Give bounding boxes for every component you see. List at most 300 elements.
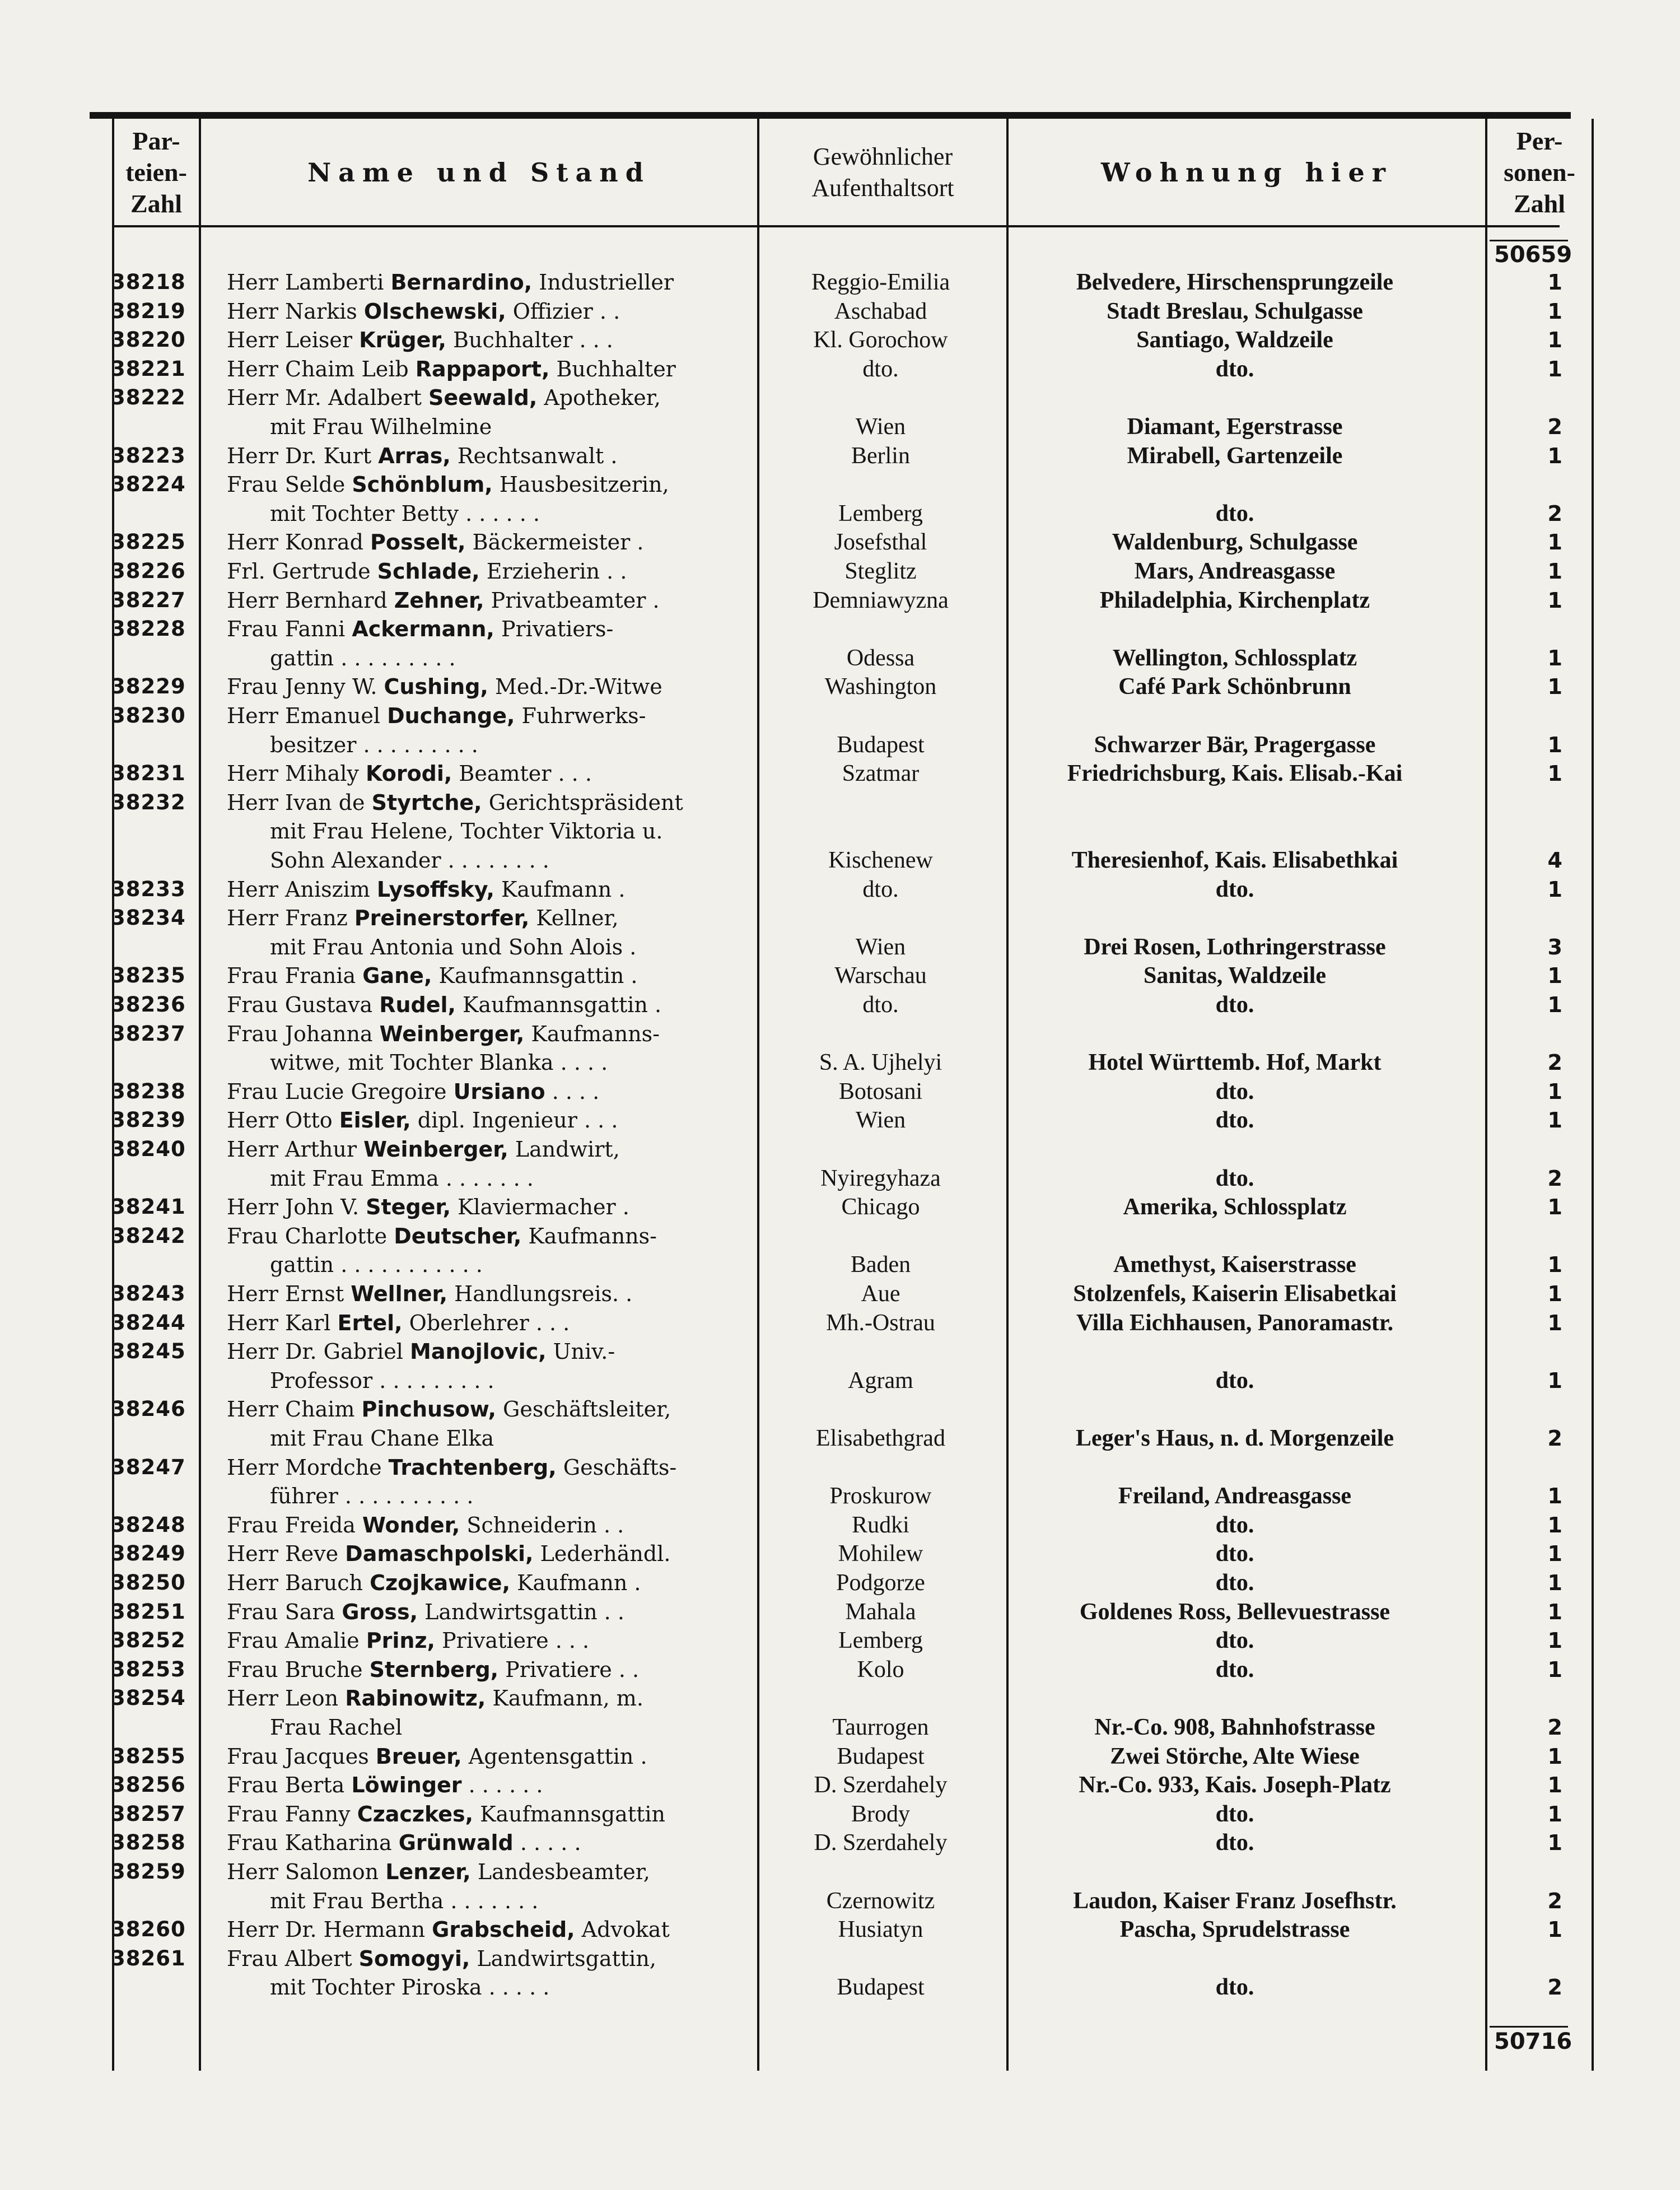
local-lodging: Café Park Schönbrunn [1118, 674, 1351, 700]
person-count: 1 [1547, 761, 1562, 786]
name-continuation: witwe, mit Tochter Blanka . . . . [270, 1050, 608, 1075]
party-number: 38226 [111, 559, 186, 583]
occupation: . . . . . . [461, 1773, 543, 1798]
local-lodging: dto. [1215, 1974, 1254, 2001]
party-number: 38235 [111, 963, 186, 988]
name-prefix: Frau Lucie Gregoire [227, 1079, 454, 1104]
usual-residence: Baden [850, 1252, 911, 1278]
party-number: 38258 [111, 1830, 186, 1855]
local-lodging: Laudon, Kaiser Franz Josefhstr. [1073, 1888, 1397, 1914]
usual-residence: Husiatyn [838, 1917, 923, 1943]
surname: Duchange, [387, 703, 515, 728]
local-lodging: Stolzenfels, Kaiserin Elisabetkai [1073, 1281, 1397, 1307]
party-number: 38224 [111, 472, 186, 497]
usual-residence: dto. [862, 992, 899, 1018]
party-number: 38255 [111, 1744, 186, 1768]
party-number: 38259 [111, 1860, 186, 1884]
local-lodging: dto. [1215, 992, 1254, 1018]
party-number: 38240 [111, 1137, 186, 1161]
party-number: 38243 [111, 1282, 186, 1306]
party-number: 38253 [111, 1657, 186, 1681]
usual-residence: Agram [848, 1367, 913, 1394]
party-number: 38236 [111, 993, 186, 1017]
usual-residence: D. Szerdahely [814, 1772, 948, 1798]
name-prefix: Herr Leiser [227, 328, 360, 353]
party-number: 38237 [111, 1021, 186, 1046]
local-lodging: Mirabell, Gartenzeile [1127, 442, 1343, 469]
person-count: 2 [1547, 1166, 1562, 1191]
surname: Rabinowitz, [345, 1686, 486, 1711]
party-number: 38223 [111, 443, 186, 468]
usual-residence: S. A. Ujhelyi [819, 1050, 942, 1076]
name-continuation: Sohn Alexander . . . . . . . . [270, 847, 549, 873]
occupation: Privatiere . . [498, 1657, 640, 1682]
surname: Lysoffsky, [376, 877, 494, 902]
name-line [227, 1337, 615, 1366]
person-count: 1 [1547, 877, 1562, 902]
person-count: 1 [1547, 1195, 1562, 1220]
person-count: 1 [1547, 1541, 1562, 1567]
usual-residence: Demniawyzna [813, 587, 949, 613]
occupation: dipl. Ingenieur . . . [410, 1108, 618, 1133]
name-line [227, 990, 661, 1019]
surname: Seewald, [428, 385, 538, 411]
name-line [227, 614, 613, 644]
local-lodging: dto. [1215, 876, 1254, 902]
person-count: 2 [1547, 1975, 1562, 2000]
usual-residence: Czernowitz [826, 1888, 935, 1914]
surname: Ackermann, [352, 617, 494, 642]
occupation: Schneiderin . . [460, 1512, 624, 1537]
occupation: Oberlehrer . . . [402, 1310, 570, 1335]
party-number: 38250 [111, 1571, 186, 1595]
occupation: Kaufmanns- [524, 1021, 660, 1046]
usual-residence: Lemberg [838, 500, 923, 526]
surname: Gross, [342, 1599, 418, 1624]
occupation: Landwirtsgattin, [470, 1946, 656, 1971]
name-line [227, 1019, 660, 1049]
occupation: Kaufmanns- [521, 1223, 657, 1248]
person-count: 1 [1547, 1108, 1562, 1133]
name-prefix: Herr Bernhard [227, 588, 394, 613]
local-lodging: dto. [1215, 1656, 1254, 1683]
surname: Wellner, [351, 1282, 448, 1306]
local-lodging: Santiago, Waldzeile [1136, 327, 1333, 353]
person-count: 1 [1547, 1368, 1562, 1393]
person-count: 1 [1547, 963, 1562, 989]
name-line [227, 1915, 670, 1944]
rule-after-residence [1485, 119, 1487, 2071]
party-number: 38244 [111, 1310, 186, 1335]
person-count: 2 [1547, 1425, 1562, 1451]
name-line [227, 355, 676, 384]
name-prefix: Frau Albert [227, 1946, 359, 1971]
usual-residence: Wien [855, 934, 906, 960]
name-continuation: mit Frau Bertha . . . . . . . [270, 1888, 539, 1913]
usual-residence: Lemberg [838, 1628, 923, 1654]
name-prefix: Frau Selde [227, 472, 352, 497]
person-count: 2 [1547, 1050, 1562, 1075]
name-line [227, 557, 627, 586]
usual-residence: Chicago [841, 1194, 920, 1220]
local-lodging: Schwarzer Bär, Pragergasse [1094, 731, 1376, 758]
surname: Trachtenberg, [388, 1455, 557, 1480]
person-count: 1 [1547, 993, 1562, 1017]
usual-residence: Mahala [845, 1599, 916, 1625]
usual-residence: Warschau [834, 963, 927, 989]
local-lodging: Diamant, Egerstrasse [1127, 413, 1343, 440]
party-number: 38252 [111, 1628, 186, 1653]
surname: Arras, [378, 443, 451, 468]
name-continuation: gattin . . . . . . . . . [270, 645, 456, 670]
name-continuation: mit Frau Emma . . . . . . . [270, 1166, 534, 1191]
usual-residence: Podgorze [836, 1570, 925, 1596]
name-prefix: Frau Fanny [227, 1801, 357, 1826]
surname: Sternberg, [369, 1657, 499, 1682]
surname: Ursiano [453, 1079, 545, 1104]
final-total: 50716 [1494, 2029, 1572, 2054]
name-prefix: Herr Konrad [227, 530, 370, 555]
name-line [227, 1568, 641, 1597]
local-lodging: Freiland, Andreasgasse [1118, 1483, 1352, 1509]
person-count: 2 [1547, 1888, 1562, 1913]
name-prefix: Frau Bruche [227, 1657, 370, 1682]
name-line [227, 961, 638, 990]
local-lodging: Sanitas, Waldzeile [1144, 963, 1326, 989]
name-line [227, 1857, 650, 1886]
party-number: 38254 [111, 1686, 186, 1711]
occupation: . . . . . [513, 1830, 581, 1856]
name-line [227, 1453, 676, 1482]
name-line [227, 1742, 647, 1771]
person-count: 1 [1547, 1830, 1562, 1856]
name-prefix: Herr Ernst [227, 1282, 351, 1306]
party-number: 38233 [111, 877, 186, 901]
party-number: 38249 [111, 1541, 186, 1566]
name-line [227, 268, 674, 297]
name-line [227, 1539, 670, 1568]
party-number: 38220 [111, 328, 186, 352]
occupation: Beamter . . . [452, 761, 592, 786]
local-lodging: dto. [1215, 500, 1254, 526]
header-aufenthaltsort: Gewöhnlicher Aufenthaltsort [811, 143, 954, 202]
person-count: 1 [1547, 530, 1562, 555]
party-number: 38227 [111, 588, 186, 612]
usual-residence: dto. [862, 876, 899, 902]
occupation: Kaufmann, m. [486, 1686, 643, 1711]
usual-residence: Budapest [837, 1974, 925, 2001]
name-line [227, 903, 619, 933]
surname: Czojkawice, [370, 1571, 511, 1595]
occupation: Kaufmann . [510, 1571, 641, 1595]
name-line [227, 701, 646, 730]
person-count: 1 [1547, 270, 1562, 295]
party-number: 38219 [111, 299, 186, 323]
usual-residence: Proskurow [829, 1483, 932, 1509]
surname: Schlade, [377, 559, 480, 584]
person-count: 1 [1547, 559, 1562, 584]
usual-residence: Josefsthal [834, 529, 927, 556]
person-count: 2 [1547, 501, 1562, 526]
name-prefix: Herr Dr. Kurt [227, 443, 379, 468]
name-line [227, 1770, 543, 1800]
party-number: 38246 [111, 1397, 186, 1422]
usual-residence: Mohilew [838, 1541, 923, 1567]
name-line [227, 672, 662, 701]
name-line [227, 1395, 671, 1424]
local-lodging: Goldenes Ross, Bellevuestrasse [1079, 1599, 1390, 1625]
surname: Rudel, [379, 993, 456, 1017]
party-number: 38251 [111, 1599, 186, 1624]
occupation: Klaviermacher . [451, 1195, 629, 1220]
local-lodging: Nr.-Co. 933, Kais. Joseph-Platz [1079, 1772, 1391, 1798]
name-prefix: Frau Amalie [227, 1628, 366, 1653]
surname: Korodi, [365, 761, 452, 786]
party-number: 38234 [111, 906, 186, 930]
name-prefix: Herr Lamberti [227, 270, 391, 295]
header-bottom-rule [112, 225, 1560, 227]
surname: Czaczkes, [357, 1801, 474, 1826]
surname: Manojlovic, [410, 1339, 547, 1364]
person-count: 2 [1547, 414, 1562, 439]
name-prefix: Herr Dr. Gabriel [227, 1339, 410, 1364]
name-prefix: Herr John V. [227, 1195, 366, 1220]
name-prefix: Frau Gustava [227, 993, 380, 1017]
local-lodging: dto. [1215, 1078, 1254, 1105]
name-line [227, 1828, 581, 1857]
local-lodging: dto. [1215, 1107, 1254, 1134]
occupation: Advokat [575, 1917, 670, 1942]
person-count: 1 [1547, 674, 1562, 700]
person-count: 1 [1547, 356, 1562, 381]
surname: Pinchusow, [361, 1397, 496, 1422]
party-number: 38228 [111, 617, 186, 641]
name-prefix: Herr Emanuel [227, 703, 388, 728]
local-lodging: Drei Rosen, Lothringerstrasse [1084, 934, 1386, 960]
person-count: 1 [1547, 1484, 1562, 1509]
name-continuation: mit Tochter Piroska . . . . . [270, 1975, 550, 2000]
person-count: 1 [1547, 1599, 1562, 1624]
name-line [227, 1800, 665, 1829]
occupation: Erzieherin . . [479, 559, 627, 584]
local-lodging: Friedrichsburg, Kais. Elisab.-Kai [1067, 761, 1403, 787]
usual-residence: D. Szerdahely [814, 1830, 948, 1856]
occupation: Bäckermeister . [465, 530, 644, 555]
usual-residence: Botosani [838, 1078, 923, 1105]
person-count: 1 [1547, 1252, 1562, 1278]
name-line [227, 1626, 589, 1655]
local-lodging: Leger's Haus, n. d. Morgenzeile [1075, 1425, 1394, 1451]
name-prefix: Frau Berta [227, 1773, 352, 1798]
name-line [227, 1222, 657, 1251]
occupation: Kaufmann . [494, 877, 626, 902]
person-count: 2 [1547, 1714, 1562, 1740]
party-number: 38245 [111, 1339, 186, 1364]
name-prefix: Herr Otto [227, 1108, 339, 1133]
carry-forward-total: 50659 [1494, 242, 1572, 268]
name-line [227, 1597, 624, 1627]
occupation: Rechtsanwalt . [450, 443, 618, 468]
person-count: 1 [1547, 443, 1562, 468]
occupation: Landesbeamter, [470, 1860, 650, 1884]
surname: Posselt, [370, 530, 466, 555]
occupation: . . . . [545, 1079, 600, 1104]
local-lodging: dto. [1215, 1830, 1254, 1856]
local-lodging: dto. [1215, 1801, 1254, 1827]
party-number: 38260 [111, 1917, 186, 1942]
name-prefix: Herr Arthur [227, 1137, 364, 1162]
occupation: Geschäftsleiter, [496, 1397, 671, 1422]
local-lodging: Mars, Andreasgasse [1134, 558, 1336, 584]
name-continuation: Professor . . . . . . . . . [270, 1368, 494, 1393]
usual-residence: Wien [855, 1107, 906, 1134]
name-line [227, 1279, 632, 1308]
name-prefix: Frau Frania [227, 963, 363, 989]
surname: Breuer, [375, 1744, 462, 1769]
header-wohnung-hier: Wohnung hier [1101, 157, 1393, 188]
header-parteien-zahl: Par- teien- Zahl [125, 127, 187, 218]
local-lodging: Nr.-Co. 908, Bahnhofstrasse [1094, 1714, 1375, 1740]
surname: Löwinger [351, 1773, 462, 1798]
name-prefix: Herr Dr. Hermann [227, 1917, 432, 1942]
local-lodging: Hotel Württemb. Hof, Markt [1088, 1050, 1382, 1076]
usual-residence: Budapest [837, 731, 925, 758]
name-line [227, 1106, 618, 1135]
party-number: 38225 [111, 530, 186, 555]
person-count: 1 [1547, 1282, 1562, 1306]
name-prefix: Herr Mordche [227, 1455, 389, 1480]
name-prefix: Herr Salomon [227, 1860, 386, 1884]
name-line [227, 788, 683, 817]
name-line [227, 1511, 624, 1540]
person-count: 1 [1547, 645, 1562, 670]
occupation: Privatbeamter . [484, 588, 660, 613]
name-continuation: mit Frau Antonia und Sohn Alois . [270, 934, 637, 959]
surname: Weinberger, [379, 1021, 525, 1046]
surname: Schönblum, [352, 472, 493, 497]
party-number: 38222 [111, 385, 186, 410]
usual-residence: dto. [862, 356, 899, 382]
surname: Prinz, [366, 1628, 435, 1653]
name-line [227, 1944, 656, 1973]
name-continuation: gattin . . . . . . . . . . . [270, 1252, 483, 1278]
occupation: Geschäfts- [556, 1455, 677, 1480]
person-count: 1 [1547, 1079, 1562, 1104]
local-lodging: Waldenburg, Schulgasse [1112, 529, 1358, 556]
surname: Olschewski, [363, 299, 506, 324]
name-line [227, 1308, 570, 1338]
name-prefix: Herr Reve [227, 1541, 346, 1567]
usual-residence: Taurrogen [832, 1714, 929, 1740]
name-continuation: mit Tochter Betty . . . . . . [270, 501, 540, 526]
party-number: 38239 [111, 1108, 186, 1133]
surname: Somogyi, [358, 1946, 470, 1971]
surname: Grabscheid, [432, 1917, 575, 1942]
name-prefix: Herr Aniszim [227, 877, 377, 902]
occupation: Kaufmannsgattin . [455, 993, 662, 1017]
occupation: Apotheker, [537, 385, 661, 411]
usual-residence: Kischenew [828, 847, 933, 873]
usual-residence: Szatmar [842, 761, 920, 787]
party-number: 38241 [111, 1195, 186, 1219]
usual-residence: Kl. Gorochow [813, 327, 948, 353]
header-name-und-stand: Name und Stand [307, 157, 651, 188]
name-prefix: Frl. Gertrude [227, 559, 377, 584]
person-count: 1 [1547, 1801, 1562, 1826]
occupation: Gerichtspräsident [482, 790, 683, 815]
name-prefix: Herr Mr. Adalbert [227, 385, 428, 411]
name-line [227, 875, 625, 904]
right-rule [1592, 119, 1594, 2071]
name-continuation: mit Frau Chane Elka [270, 1425, 494, 1451]
local-lodging: Amethyst, Kaiserstrasse [1113, 1252, 1356, 1278]
person-count: 1 [1547, 1657, 1562, 1682]
surname: Styrtche, [371, 790, 482, 815]
occupation: Landwirt, [508, 1137, 620, 1162]
name-line [227, 1655, 639, 1684]
local-lodging: Wellington, Schlossplatz [1112, 645, 1357, 671]
party-number: 38242 [111, 1223, 186, 1248]
name-line [227, 1192, 629, 1222]
party-number: 38261 [111, 1946, 186, 1970]
surname: Deutscher, [394, 1223, 522, 1248]
person-count: 1 [1547, 1917, 1562, 1942]
name-continuation: mit Frau Wilhelmine [270, 414, 492, 439]
surname: Preinerstorfer, [354, 906, 530, 931]
local-lodging: dto. [1215, 1165, 1254, 1191]
surname: Zehner, [394, 588, 484, 613]
surname: Bernardino, [390, 270, 533, 295]
occupation: Offizier . . [506, 299, 620, 324]
occupation: Kellner, [529, 906, 619, 931]
party-number: 38257 [111, 1801, 186, 1826]
local-lodging: Belvedere, Hirschensprungzeile [1076, 269, 1394, 295]
person-count: 1 [1547, 1744, 1562, 1769]
usual-residence: Rudki [852, 1512, 909, 1538]
surname: Grünwald [398, 1830, 514, 1856]
local-lodging: Zwei Störche, Alte Wiese [1110, 1743, 1360, 1769]
surname: Steger, [366, 1195, 451, 1220]
usual-residence: Kolo [857, 1656, 904, 1683]
local-lodging: dto. [1215, 1541, 1254, 1567]
usual-residence: Aue [861, 1281, 900, 1307]
occupation: Buchhalter . . . [446, 328, 613, 353]
party-number: 38221 [111, 356, 186, 381]
surname: Wonder, [362, 1512, 460, 1537]
name-continuation: besitzer . . . . . . . . . [270, 732, 478, 757]
name-line [227, 528, 643, 557]
name-line [227, 470, 669, 499]
person-count: 3 [1547, 934, 1562, 959]
local-lodging: dto. [1215, 1367, 1254, 1394]
local-lodging: dto. [1215, 1512, 1254, 1538]
party-number: 38231 [111, 761, 186, 786]
name-prefix: Frau Freida [227, 1512, 362, 1537]
surname: Cushing, [384, 674, 488, 700]
name-prefix: Herr Leon [227, 1686, 346, 1711]
usual-residence: Odessa [846, 645, 915, 671]
party-number: 38230 [111, 703, 186, 728]
usual-residence: Mh.-Ostrau [826, 1310, 935, 1336]
local-lodging: Villa Eichhausen, Panoramastr. [1076, 1310, 1394, 1336]
surname: Rappaport, [415, 356, 550, 381]
occupation: Privatiers- [494, 617, 614, 642]
occupation: Hausbesitzerin, [492, 472, 669, 497]
name-prefix: Frau Jacques [227, 1744, 376, 1769]
party-number: 38248 [111, 1512, 186, 1537]
name-line [227, 586, 660, 615]
surname: Damaschpolski, [345, 1541, 534, 1567]
